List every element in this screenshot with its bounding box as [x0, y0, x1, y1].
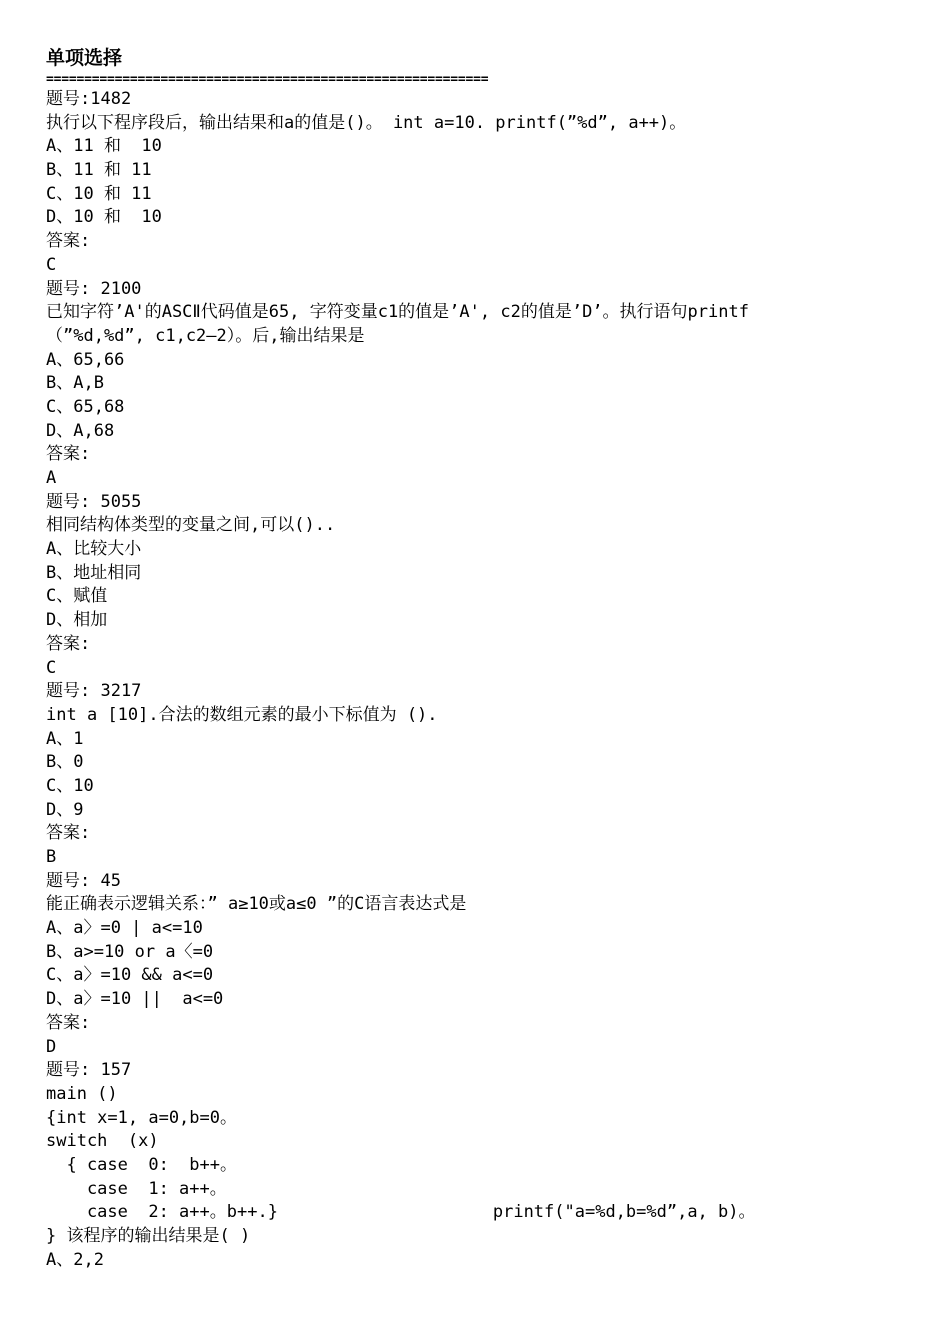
question-number: 题号: 2100 — [46, 278, 142, 299]
option-d: D、9 — [46, 799, 84, 820]
question-number: 题号: 3217 — [46, 681, 142, 702]
option-b: B、a>=10 or a〈=0 — [46, 941, 214, 962]
question-block — [46, 491, 920, 681]
question-number: 题号: 45 — [46, 870, 121, 891]
question-stem: int a [10].合法的数组元素的最小下标值为 (). — [46, 704, 438, 725]
question-number: 题号:1482 — [46, 89, 132, 109]
answer-label: 答案: — [46, 1012, 91, 1033]
option-d: D、相加 — [46, 610, 108, 631]
document-page — [46, 44, 920, 1272]
question-stem-continued: （”%d,%d”, c1,c2—2）。后,输出结果是 — [46, 325, 365, 346]
option-a: A、a〉=0 | a<=10 — [46, 918, 203, 939]
option-d: D、10 和 10 — [46, 207, 162, 228]
option-a: A、比较大小 — [46, 539, 142, 560]
answer-label: 答案: — [46, 231, 91, 252]
option-c: C、10 — [46, 775, 94, 796]
code-line: case 1: a++。 — [46, 1178, 227, 1199]
question-block — [46, 870, 920, 1060]
section-heading: 单项选择 — [46, 47, 123, 69]
option-c: C、65,68 — [46, 396, 125, 417]
answer-value: A — [46, 468, 57, 488]
answer-label: 答案: — [46, 444, 91, 465]
answer-value: D — [46, 1036, 57, 1057]
question-block — [46, 278, 920, 491]
answer-label: 答案: — [46, 633, 91, 654]
option-b: B、A,B — [46, 373, 104, 394]
code-line: { case 0: b++。 — [46, 1154, 237, 1175]
option-a: A、65,66 — [46, 349, 125, 370]
answer-value: B — [46, 847, 57, 867]
question-block — [46, 1059, 920, 1272]
option-d: D、a〉=10 || a<=0 — [46, 989, 224, 1010]
option-c: C、赋值 — [46, 586, 108, 607]
answer-label: 答案: — [46, 823, 91, 844]
question-stem: 能正确表示逻辑关系：” a≥10或a≤0 ”的C语言表达式是 — [46, 894, 467, 915]
option-c: C、10 和 11 — [46, 183, 152, 204]
question-block — [46, 680, 920, 870]
option-b: B、0 — [46, 752, 84, 773]
question-stem: 执行以下程序段后，输出结果和a的值是()。 int a=10. printf(”%d”, a++)。 — [46, 112, 687, 133]
question-block — [46, 88, 920, 278]
question-number: 题号: 157 — [46, 1060, 132, 1081]
separator-rule: ========================================================== — [46, 72, 489, 87]
code-line: {int x=1, a=0,b=0。 — [46, 1107, 237, 1128]
code-line: switch (x) — [46, 1131, 159, 1152]
option-a: A、1 — [46, 728, 84, 749]
code-line: main () — [46, 1083, 118, 1104]
option-b: B、地址相同 — [46, 562, 142, 583]
code-line: case 2: a++。b++.} printf("a=%d,b=%d”,a, b)。 — [46, 1202, 756, 1223]
option-b: B、11 和 11 — [46, 160, 152, 181]
answer-value: C — [46, 657, 57, 678]
option-c: C、a〉=10 && a<=0 — [46, 965, 214, 986]
option-a: A、11 和 10 — [46, 136, 162, 157]
answer-value: C — [46, 254, 57, 275]
question-stem: 已知字符’A'的ASCⅡ代码值是65, 字符变量c1的值是’A', c2的值是’D’。执行语句printf — [46, 302, 749, 323]
question-stem: 相同结构体类型的变量之间,可以().. — [46, 515, 336, 536]
option-a: A、2,2 — [46, 1249, 104, 1270]
option-d: D、A,68 — [46, 420, 115, 441]
question-number: 题号: 5055 — [46, 491, 142, 512]
question-stem: } 该程序的输出结果是( ) — [46, 1226, 251, 1246]
